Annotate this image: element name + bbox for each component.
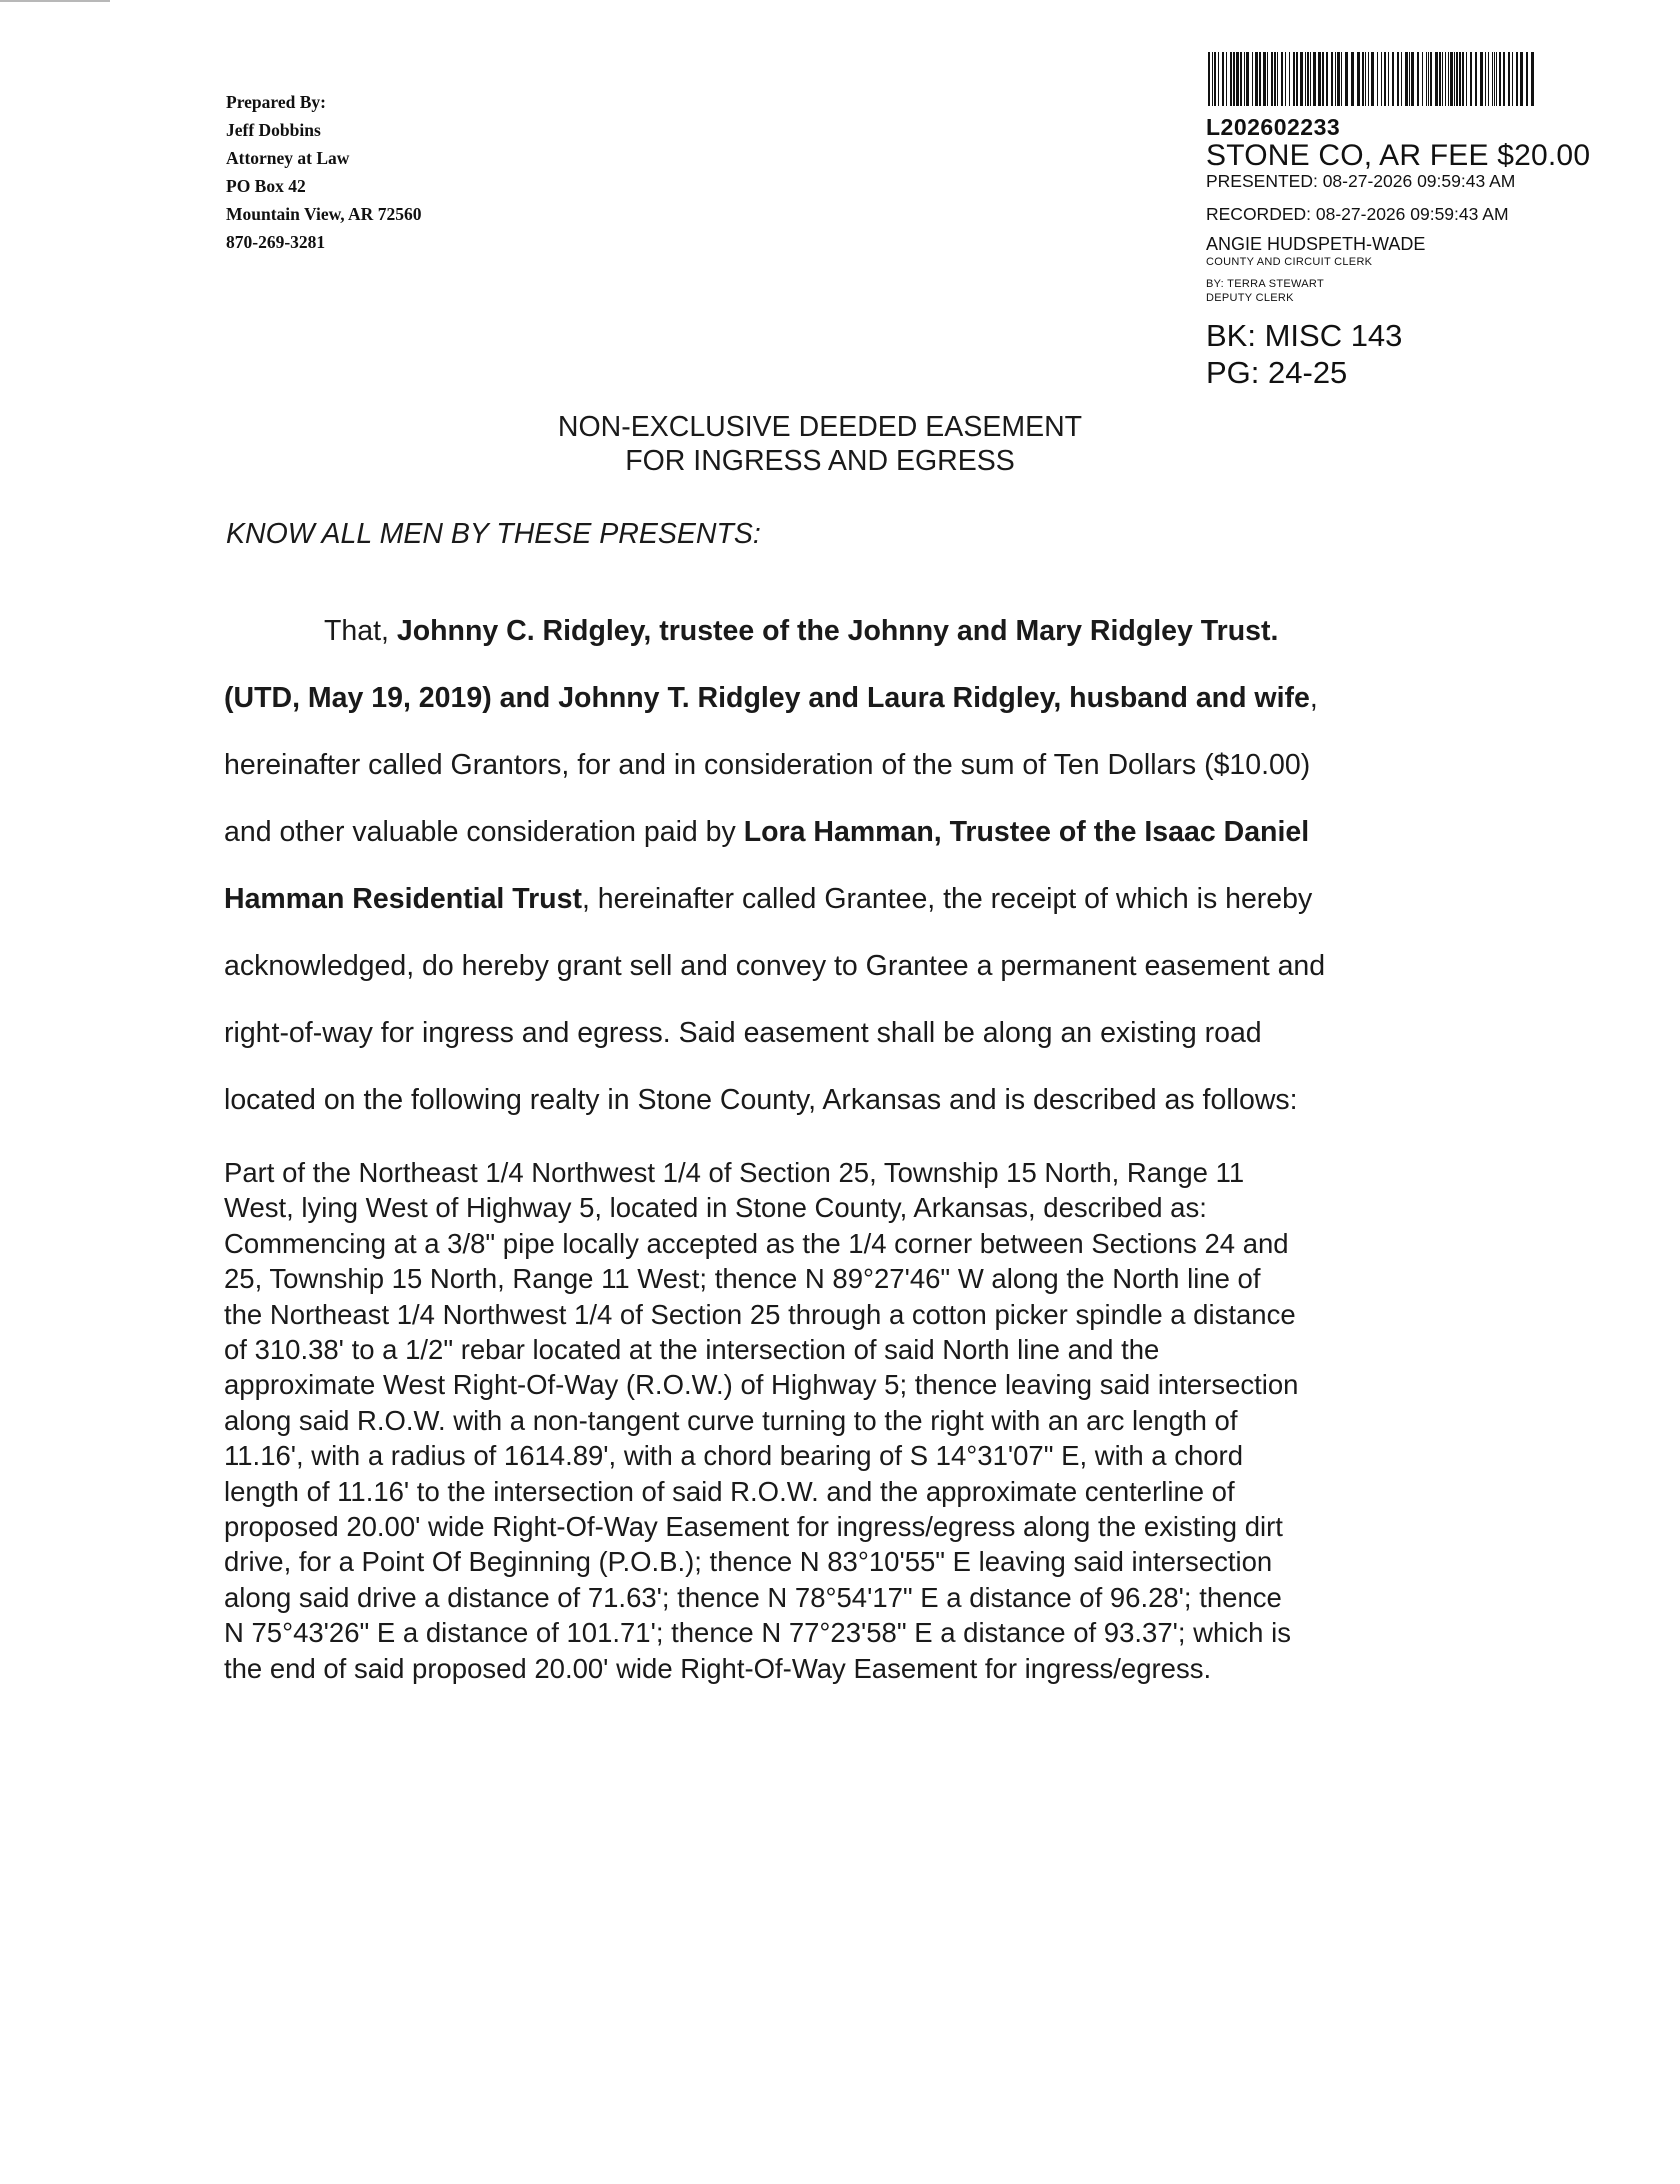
legal-line: length of 11.16' to the intersection of said R.O.W. and the approximate centerline of	[224, 1475, 1235, 1507]
barcode-bar	[1322, 52, 1324, 106]
grantee-name: Lora Hamman, Trustee of the Isaac Daniel	[743, 816, 1310, 848]
barcode-bar	[1267, 52, 1268, 106]
barcode-bar	[1470, 52, 1472, 106]
barcode-icon	[1206, 52, 1538, 106]
barcode-bar	[1448, 52, 1449, 106]
prepared-by-heading: Prepared By:	[226, 92, 326, 112]
preparer-phone: 870-269-3281	[226, 232, 326, 252]
barcode-bar	[1377, 52, 1378, 106]
barcode-bar	[1492, 52, 1493, 106]
barcode-bar	[1392, 52, 1394, 106]
barcode-bar	[1454, 52, 1455, 106]
barcode-bar	[1450, 52, 1453, 106]
barcode-bar	[1488, 52, 1489, 106]
barcode-bar	[1430, 52, 1432, 106]
barcode-bar	[1531, 52, 1534, 106]
barcode-bar	[1246, 52, 1249, 106]
barcode-bar	[1422, 52, 1423, 106]
barcode-bar	[1512, 52, 1513, 106]
barcode-bar	[1368, 52, 1369, 106]
barcode-bar	[1439, 52, 1441, 106]
barcode-bar	[1426, 52, 1427, 106]
legal-line: 11.16', with a radius of 1614.89', with a chord bearing of S 14°31'07" E, with a chord	[224, 1440, 1243, 1472]
para-line: hereinafter called Grantors, for and in consideration of the sum of Ten Dollars ($10.00)	[224, 749, 1311, 781]
barcode-bar	[1236, 52, 1239, 106]
barcode-bar	[1362, 52, 1364, 106]
legal-line: the Northeast 1/4 Northwest 1/4 of Section 25 through a cotton picker spindle a distance	[224, 1298, 1296, 1330]
barcode-bar	[1397, 52, 1399, 106]
recorded-timestamp: RECORDED: 08-27-2026 09:59:43 AM	[1206, 204, 1509, 224]
para-text: ,	[1309, 682, 1318, 714]
barcode-bar	[1496, 52, 1497, 106]
barcode-bar	[1435, 52, 1438, 106]
barcode-bar	[1335, 52, 1336, 106]
legal-line: of 310.38' to a 1/2" rebar located at the intersection of said North line and the	[224, 1334, 1160, 1366]
instrument-number: L202602233	[1206, 114, 1341, 140]
para-text: That,	[324, 615, 397, 647]
para-text: and other valuable consideration paid by	[224, 816, 744, 848]
clerk-title: COUNTY AND CIRCUIT CLERK	[1206, 256, 1373, 268]
barcode-bar	[1459, 52, 1461, 106]
barcode-bar	[1405, 52, 1408, 106]
barcode-bar	[1281, 52, 1283, 106]
legal-line: along said drive a distance of 71.63'; thence N 78°54'17" E a distance of 96.28'; thence	[224, 1581, 1282, 1613]
barcode-bar	[1345, 52, 1348, 106]
barcode-bar	[1296, 52, 1298, 106]
barcode-bar	[1293, 52, 1295, 106]
barcode-bar	[1428, 52, 1429, 106]
title-line-2: FOR INGRESS AND EGRESS	[625, 445, 1015, 477]
barcode-bar	[1214, 52, 1216, 106]
barcode-bar	[1508, 52, 1510, 106]
para-line	[324, 615, 1278, 648]
barcode-bar	[1365, 52, 1366, 106]
barcode-bar	[1208, 52, 1210, 106]
barcode-bar	[1244, 52, 1245, 106]
barcode-bar	[1218, 52, 1219, 106]
barcode-bar	[1222, 52, 1224, 106]
para-line	[224, 883, 1312, 916]
legal-line: along said R.O.W. with a non-tangent curve turning to the right with an arc length of	[224, 1404, 1238, 1436]
barcode-bar	[1466, 52, 1467, 106]
barcode-bar	[1285, 52, 1286, 106]
barcode-bar	[1409, 52, 1410, 106]
barcode-bar	[1520, 52, 1523, 106]
barcode-bar	[1310, 52, 1311, 106]
deputy-name: BY: TERRA STEWART	[1206, 278, 1324, 290]
barcode-bar	[1417, 52, 1419, 106]
barcode-bar	[1226, 52, 1227, 106]
barcode-bar	[1499, 52, 1501, 106]
legal-line: Part of the Northeast 1/4 Northwest 1/4 of Section 25, Township 15 North, Range 11	[224, 1157, 1245, 1188]
preparer-name: Jeff Dobbins	[226, 120, 321, 140]
deputy-title: DEPUTY CLERK	[1206, 292, 1294, 304]
barcode-bar	[1357, 52, 1360, 106]
barcode-bar	[1240, 52, 1242, 106]
book-number: BK: MISC 143	[1206, 318, 1403, 353]
legal-line: proposed 20.00' wide Right-Of-Way Easement for ingress/egress along the existing dirt	[224, 1511, 1283, 1543]
legal-line: approximate West Right-Of-Way (R.O.W.) of Highway 5; thence leaving said intersection	[224, 1369, 1299, 1401]
barcode-bar	[1277, 52, 1278, 106]
grantee-trust-name: Hamman Residential Trust	[224, 883, 582, 915]
legal-line: West, lying West of Highway 5, located in Stone County, Arkansas, described as:	[224, 1192, 1207, 1224]
barcode-bar	[1411, 52, 1414, 106]
grantor-names: (UTD, May 19, 2019) and Johnny T. Ridgley and Laura Ridgley, husband and wife	[224, 682, 1310, 714]
barcode-bar	[1337, 52, 1340, 106]
barcode-bar	[1318, 52, 1321, 106]
barcode-bar	[1300, 52, 1303, 106]
barcode-bar	[1485, 52, 1486, 106]
barcode-bar	[1401, 52, 1402, 106]
legal-line: the end of said proposed 20.00' wide Right-Of-Way Easement for ingress/egress.	[224, 1652, 1212, 1684]
para-line	[224, 816, 1309, 849]
barcode-bar	[1462, 52, 1464, 106]
barcode-bar	[1384, 52, 1386, 106]
para-line	[224, 682, 1318, 715]
barcode-bar	[1212, 52, 1213, 106]
barcode-bar	[1255, 52, 1258, 106]
barcode-bar	[1442, 52, 1443, 106]
barcode-bar	[1381, 52, 1382, 106]
barcode-bar	[1313, 52, 1316, 106]
para-text: , hereinafter called Grantee, the receipt of which is hereby	[581, 883, 1313, 915]
barcode-bar	[1259, 52, 1261, 106]
title-line-1: NON-EXCLUSIVE DEEDED EASEMENT	[557, 411, 1083, 443]
barcode-bar	[1388, 52, 1389, 106]
barcode-bar	[1326, 52, 1328, 106]
barcode-bar	[1252, 52, 1253, 106]
barcode-bar	[1371, 52, 1374, 106]
barcode-bar	[1331, 52, 1333, 106]
county-fee: STONE CO, AR FEE $20.00	[1206, 139, 1591, 172]
prepared-by-block	[226, 88, 421, 256]
barcode-bar	[1289, 52, 1290, 106]
page-numbers: PG: 24-25	[1206, 355, 1348, 390]
legal-line: N 75°43'26" E a distance of 101.71'; thence N 77°23'58" E a distance of 93.37'; which is	[224, 1617, 1291, 1649]
barcode-bar	[1263, 52, 1266, 106]
barcode-bar	[1526, 52, 1528, 106]
para-line: right-of-way for ingress and egress. Said easement shall be along an existing road	[224, 1017, 1262, 1049]
para-line: acknowledged, do hereby grant sell and convey to Grantee a permanent easement and	[224, 950, 1326, 982]
barcode-bar	[1274, 52, 1276, 106]
document-title	[400, 410, 1240, 478]
barcode-bar	[1456, 52, 1458, 106]
preparer-address-line2: Mountain View, AR 72560	[226, 204, 422, 224]
barcode-bar	[1351, 52, 1354, 106]
grantor-trust-name: Johnny C. Ridgley, trustee of the Johnny and Mary Ridgley Trust.	[396, 615, 1279, 647]
preparer-title: Attorney at Law	[226, 148, 350, 168]
preparer-address-line1: PO Box 42	[226, 176, 306, 196]
legal-line: Commencing at a 3/8" pipe locally accepted as the 1/4 corner between Sections 24 and	[224, 1227, 1289, 1259]
barcode-bar	[1230, 52, 1232, 106]
barcode-bar	[1516, 52, 1518, 106]
clerk-name: ANGIE HUDSPETH-WADE	[1206, 234, 1426, 254]
scan-edge-mark	[0, 0, 110, 2]
barcode-bar	[1271, 52, 1273, 106]
legal-description	[224, 1155, 1454, 1686]
barcode-bar	[1480, 52, 1483, 106]
barcode-bar	[1305, 52, 1306, 106]
legal-line: 25, Township 15 North, Range 11 West; thence N 89°27'46" W along the North line of	[224, 1263, 1261, 1295]
presented-timestamp: PRESENTED: 08-27-2026 09:59:43 AM	[1206, 171, 1516, 191]
para-line: located on the following realty in Stone County, Arkansas and is described as follows:	[224, 1084, 1298, 1116]
barcode-bar	[1494, 52, 1495, 106]
barcode-bar	[1233, 52, 1235, 106]
legal-line: drive, for a Point Of Beginning (P.O.B.); thence N 83°10'55" E leaving said intersection	[224, 1546, 1273, 1578]
barcode-bar	[1503, 52, 1505, 106]
barcode-bar	[1307, 52, 1309, 106]
barcode-bar	[1445, 52, 1446, 106]
barcode-bar	[1475, 52, 1477, 106]
preamble: KNOW ALL MEN BY THESE PRESENTS:	[226, 518, 761, 550]
barcode-bar	[1341, 52, 1342, 106]
recording-stamp	[1206, 52, 1626, 391]
